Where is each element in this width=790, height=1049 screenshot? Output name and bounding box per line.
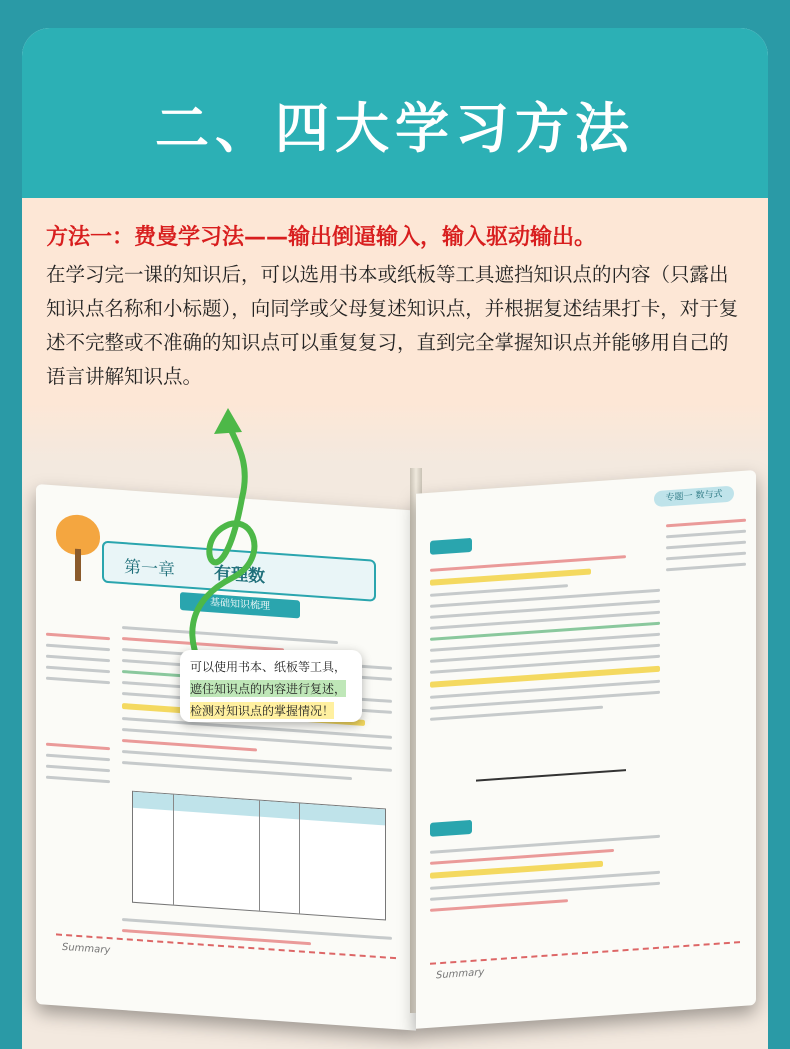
content-card: [22, 28, 768, 1049]
right-summary-label: Summary: [436, 966, 485, 982]
method-heading: 方法一：费曼学习法——输出倒逼输入，输入驱动输出。: [46, 225, 597, 250]
side-note-2: [46, 735, 110, 791]
chapter-title: 有理数: [214, 563, 265, 588]
callout-line-2: 遮住知识点的内容进行复述，: [190, 682, 347, 696]
right-summary-box: [430, 941, 740, 1015]
knowledge-tab-4: [430, 820, 472, 837]
right-text-block: [430, 545, 660, 729]
tree-trunk: [75, 549, 81, 581]
section-heading: 基础知识梳理: [180, 592, 300, 618]
callout-line-3: 检测对知识点的掌握情况！: [190, 704, 335, 718]
left-summary-label: Summary: [62, 941, 111, 957]
tree-illustration: [56, 513, 100, 582]
knowledge-tab-3: [430, 538, 472, 555]
topic-tag-sub: 数与式: [695, 489, 723, 502]
topic-tag: [654, 486, 734, 508]
book-right-page: [416, 470, 756, 1029]
page-title: 二、四大学习方法: [155, 97, 635, 160]
tip-callout: [180, 650, 362, 722]
right-side-note: [666, 511, 746, 580]
topic-tag-label: 专题一: [665, 491, 693, 504]
photo-fade: [22, 403, 768, 463]
header-banner: [22, 28, 768, 198]
callout-line-1: 可以使用书本、纸板等工具，: [190, 660, 347, 674]
chapter-label: 第一章: [124, 557, 175, 581]
side-note-1: [46, 625, 110, 692]
classification-table: [132, 791, 386, 921]
method-panel: [22, 198, 768, 403]
method-description: 在学习完一课的知识后，可以选用书本或纸板等工具遮挡知识点的内容（只露出知识点名称和小标题），向同学或父母复述知识点，并根据复述结果打卡，对于复述不完整或不准确的知识点可以重复复习，直到完全掌握知识点并能够用自己的语言讲解知识点。: [46, 263, 739, 388]
number-line: [476, 769, 626, 781]
right-text-block-2: [430, 827, 660, 920]
